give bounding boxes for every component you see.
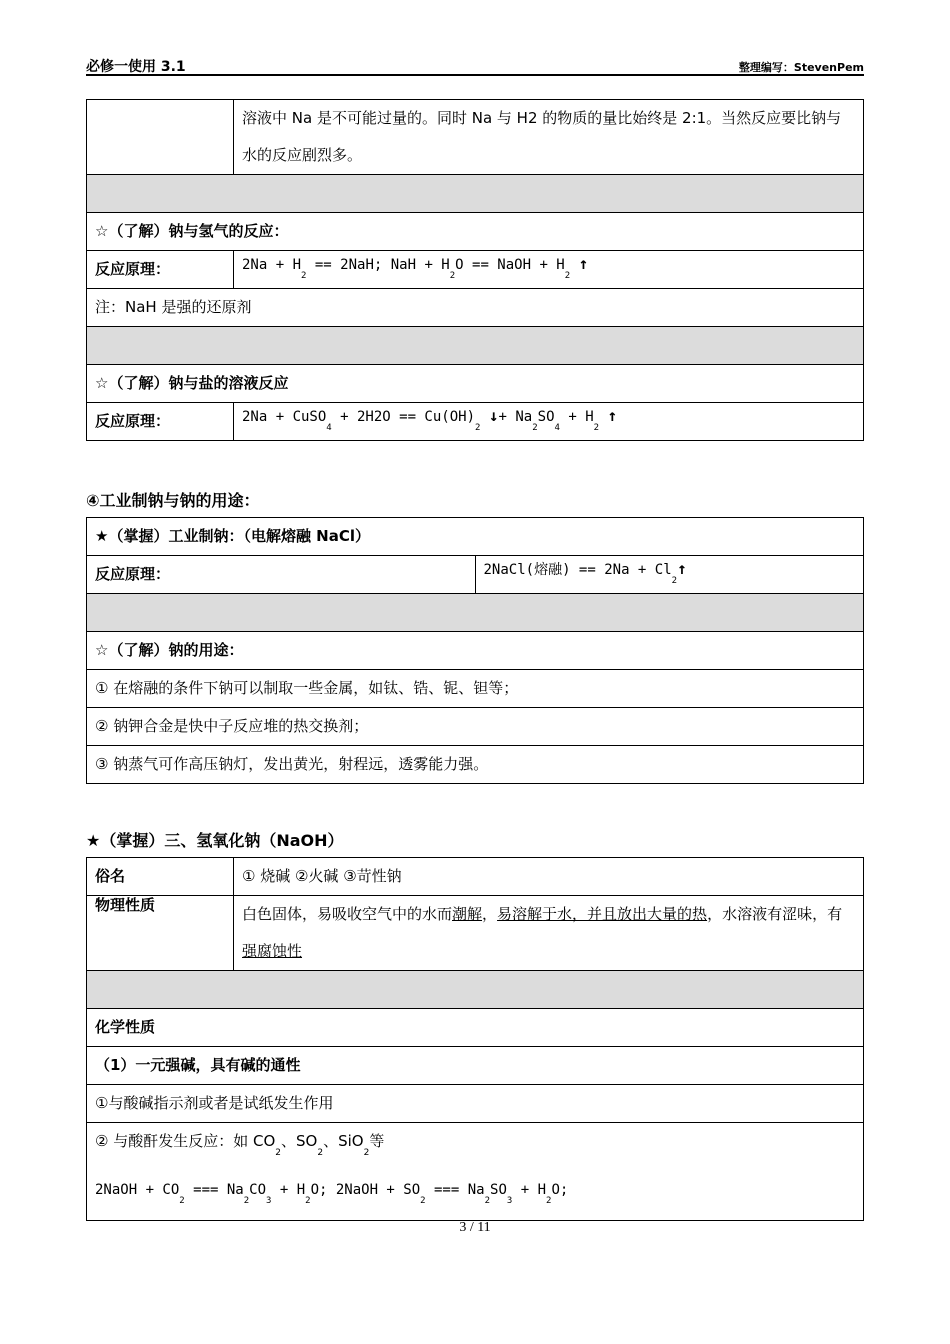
use-item: ② 钠钾合金是快中子反应堆的热交换剂；: [87, 708, 864, 746]
use-item: ③ 钠蒸气可作高压钠灯，发出黄光，射程远，透雾能力强。: [87, 746, 864, 784]
alias-label: 俗名: [87, 858, 234, 896]
section-3-title: ★（掌握）三、氢氧化钠（NaOH）: [86, 831, 344, 850]
header-author: 整理编写：StevenPem: [738, 61, 864, 74]
gray-separator: [87, 175, 864, 213]
physical-properties-text: 白色固体，易吸收空气中的水而潮解，易溶解于水，并且放出大量的热，水溶液有涩味，有强腐蚀性: [234, 896, 864, 971]
reaction-principle-label: 反应原理：: [87, 251, 234, 289]
salt-reaction-equation: 2Na + CuSO$_4$ + $2H2O == Cu(OH)_2$ ↓+ $Na_2SO_4 + H_2$ ↑: [234, 403, 864, 441]
strong-base-heading: （1）一元强碱，具有碱的通性: [87, 1047, 864, 1085]
up-arrow-icon: ↑: [607, 405, 618, 425]
anhydride-line: ② 与酸酐发生反应：如 $CO_2$、$SO_2$、SiO$_2$等: [95, 1132, 385, 1158]
gray-separator: [87, 594, 864, 632]
gray-separator: [87, 327, 864, 365]
header-title: 必修一使用 3.1: [86, 59, 186, 75]
chemical-properties-label: 化学性质: [87, 1009, 864, 1047]
industrial-title: ★（掌握）工业制钠：（电解熔融 NaCl）: [87, 518, 864, 556]
physical-properties-label: 物理性质: [87, 896, 234, 971]
continuation-text: 溶液中 Na 是不可能过量的。同时 Na 与 H2 的物质的量比始终是 2:1。当然反应要比钠与水的反应剧烈多。: [234, 100, 864, 175]
gray-separator: [87, 971, 864, 1009]
reaction-principle-label: 反应原理：: [87, 403, 234, 441]
down-arrow-icon: ↓: [488, 405, 499, 425]
salt-reaction-title: ☆（了解）钠与盐的溶液反应: [87, 365, 864, 403]
electrolysis-equation: 2NaCl(熔融) == $2Na + Cl_2↑$: [475, 556, 864, 594]
indicator-item: ①与酸碱指示剂或者是试纸发生作用: [87, 1085, 864, 1123]
up-arrow-icon: ↑: [578, 253, 589, 273]
page-number: 3 / 11: [459, 1220, 491, 1235]
reaction-principle-label: 反应原理：: [87, 556, 476, 594]
use-item: ① 在熔融的条件下钠可以制取一些金属，如钛、锆、铌、钽等；: [87, 670, 864, 708]
nah-note: 注：NaH 是强的还原剂: [87, 289, 864, 327]
alias-value: ① 烧碱 ②火碱 ③苛性钠: [234, 858, 864, 896]
empty-label-cell: [87, 100, 234, 175]
section-4-title: ④工业制钠与钠的用途：: [86, 491, 260, 510]
hydrogen-reaction-equation: $2Na + H_2 == 2NaH$; NaH + $H_2O$ == NaOH + $H_2$ ↑: [234, 251, 864, 289]
sodium-reactions-table: [86, 99, 864, 441]
anhydride-equation: 2NaOH + $CO_2$ === $Na_2CO_3 + H_2O$; 2NaOH + $SO_2$ === $Na_2SO_3 + H_2O$;: [95, 1182, 569, 1206]
anhydride-item: [87, 1123, 864, 1221]
naoh-table: [86, 857, 864, 1221]
industrial-sodium-table: [86, 517, 864, 784]
up-arrow-icon: ↑: [677, 558, 687, 578]
hydrogen-reaction-title: ☆（了解）钠与氢气的反应：: [87, 213, 864, 251]
uses-title: ☆（了解）钠的用途：: [87, 632, 864, 670]
page-header: [86, 56, 864, 76]
